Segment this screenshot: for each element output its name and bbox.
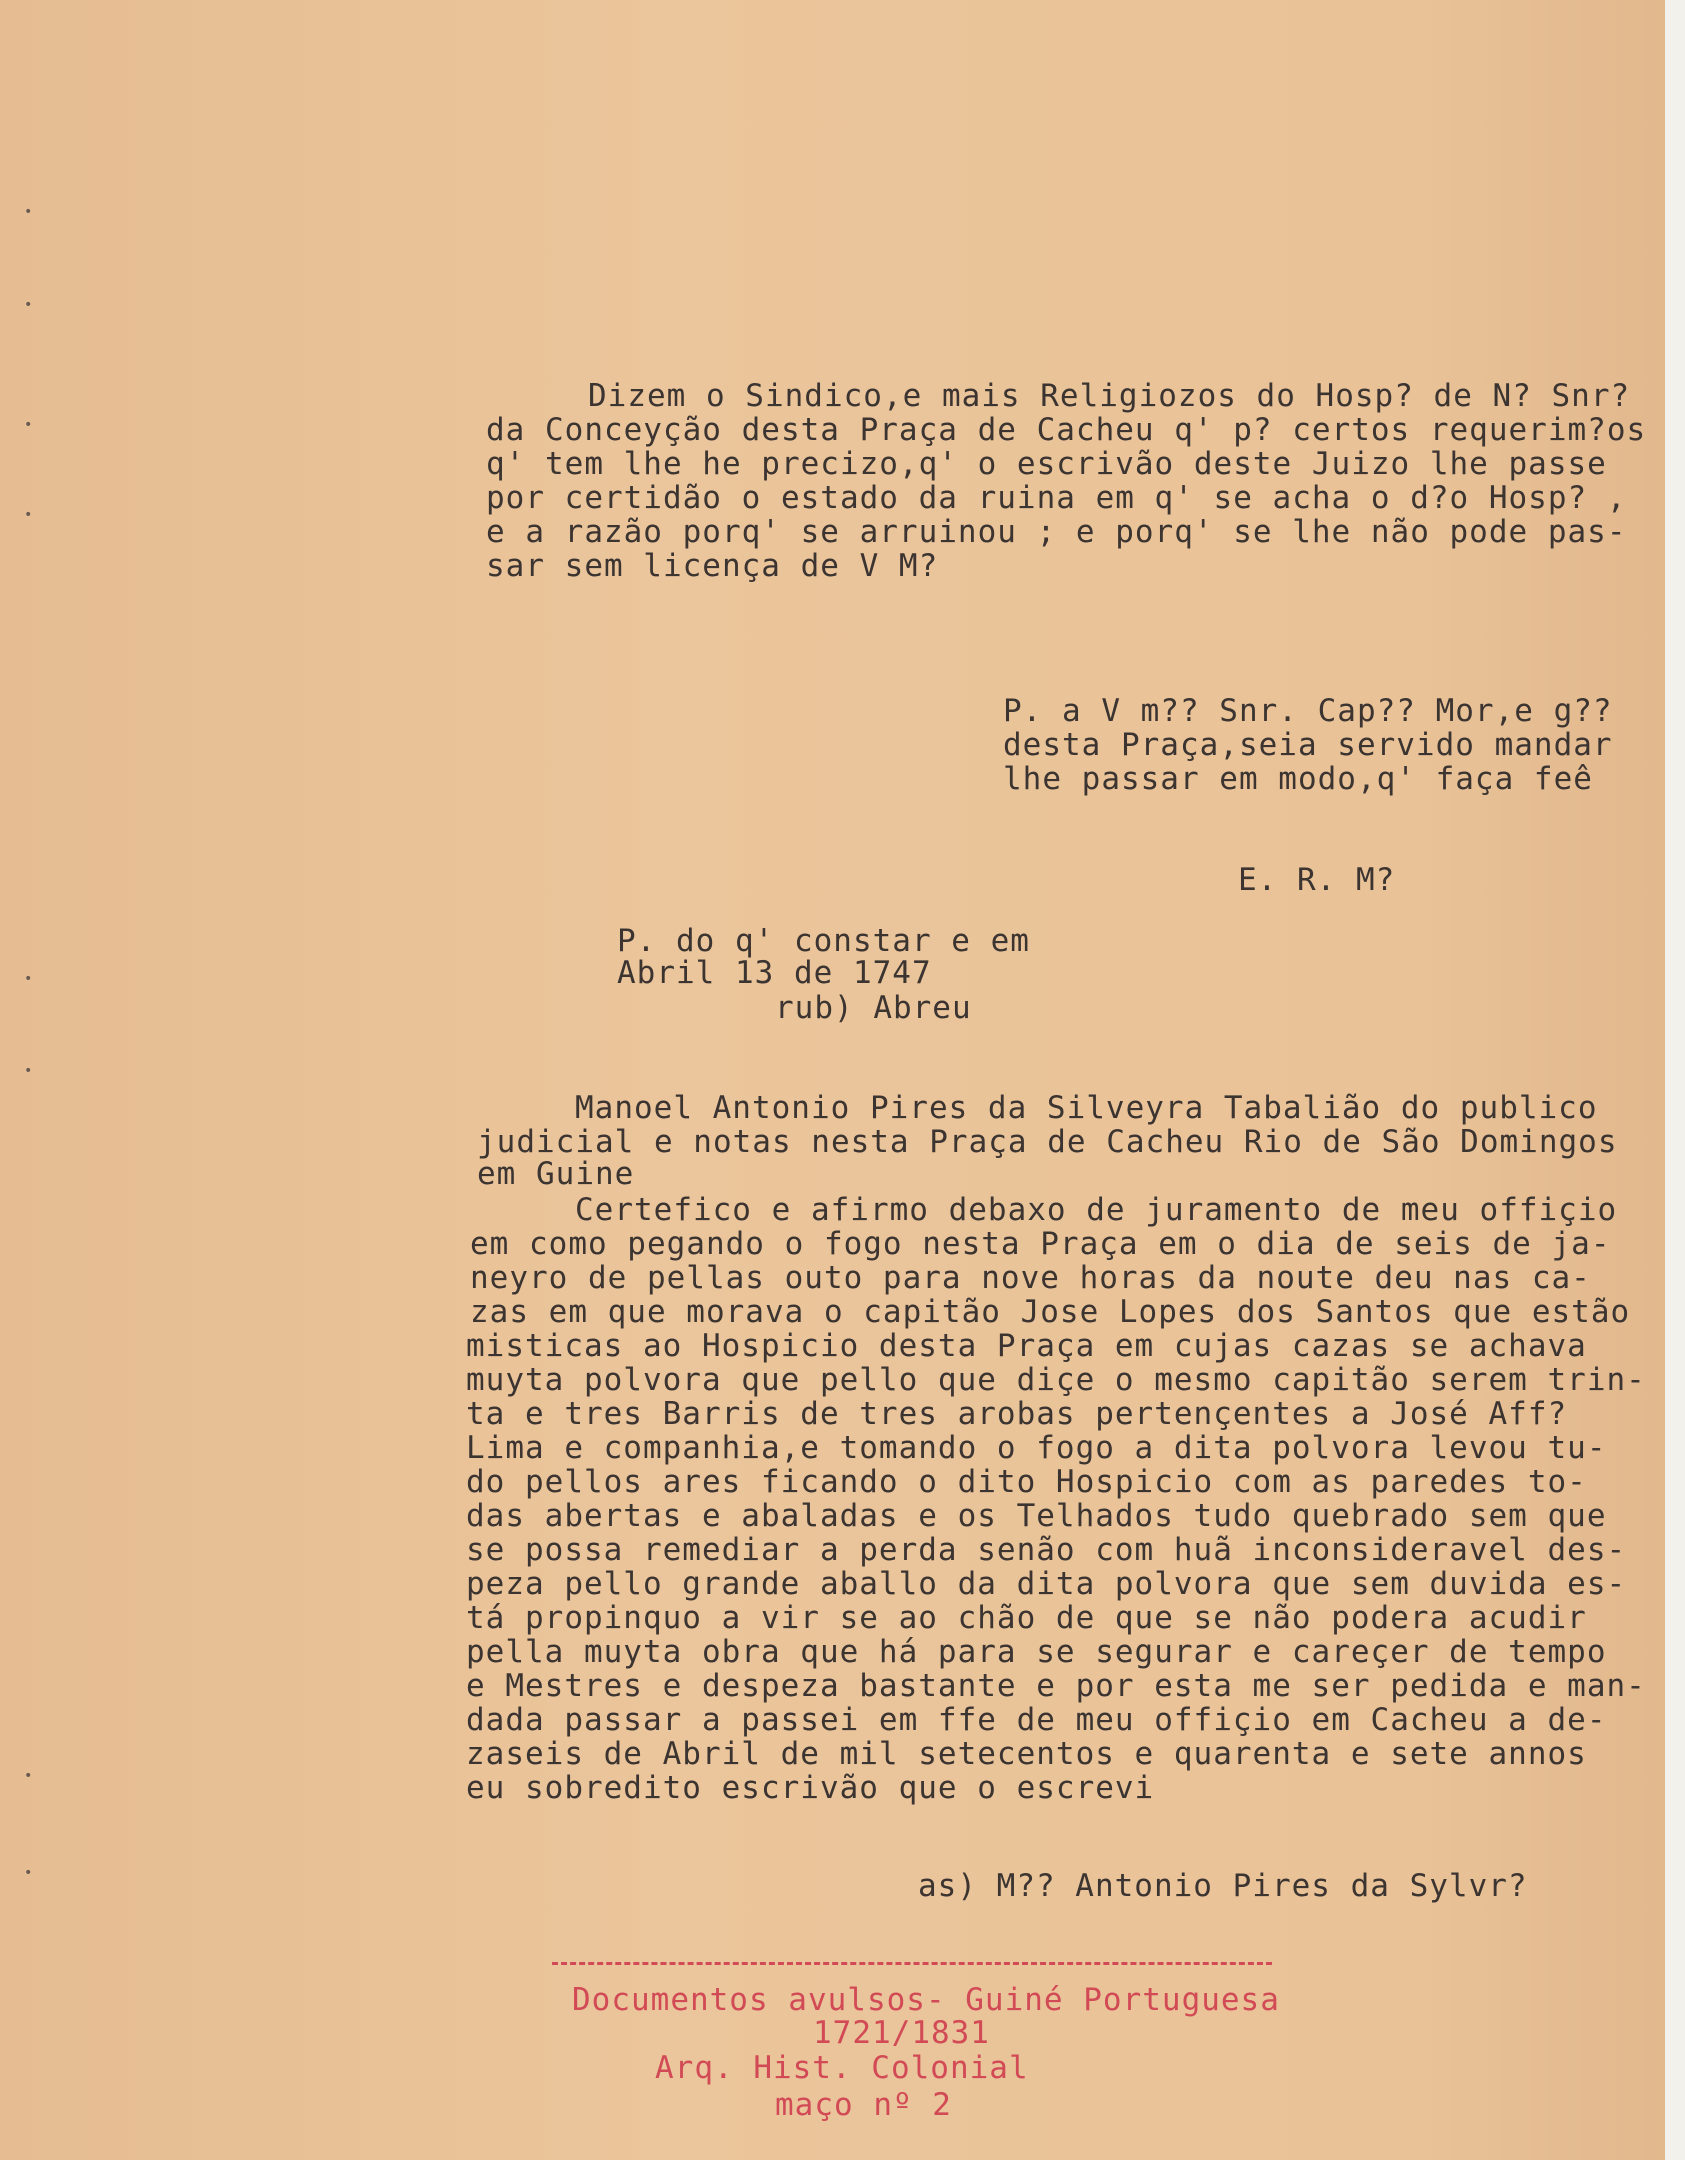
- petition-line: sar sem licença de V M?: [486, 548, 939, 584]
- punch-mark: •: [24, 417, 33, 433]
- certificate-line: se possa remediar a perda senão com huã inconsideravel des-: [466, 1532, 1627, 1568]
- archive-bundle: maço nº 2: [775, 2087, 952, 2123]
- certificate-line: do pellos ares ficando o dito Hospicio com as paredes to-: [466, 1464, 1587, 1500]
- page-edge: [1665, 0, 1685, 2160]
- petition-line: Dizem o Sindico,e mais Religiozos do Hosp? de N? Snr?: [588, 378, 1631, 414]
- notary-signature: as) M?? Antonio Pires da Sylvr?: [918, 1868, 1528, 1904]
- request-line: desta Praça,seia servido mandar: [1003, 727, 1613, 763]
- certificate-line: zas em que morava o capitão Jose Lopes dos Santos que estão: [470, 1294, 1631, 1330]
- certificate-line: em como pegando o fogo nesta Praça em o dia de seis de ja-: [470, 1226, 1611, 1262]
- punch-mark: •: [24, 297, 33, 313]
- punch-mark: •: [24, 1768, 33, 1784]
- punch-mark: •: [24, 1865, 33, 1881]
- archive-name: Arq. Hist. Colonial: [655, 2050, 1029, 2086]
- punch-mark: •: [24, 204, 33, 220]
- certificate-line: dada passar a passei em ffe de meu offiçio em Cacheu a de-: [466, 1702, 1607, 1738]
- certificate-line: Manoel Antonio Pires da Silveyra Tabalião do publico: [575, 1090, 1598, 1126]
- request-line: lhe passar em modo,q' faça feê: [1003, 761, 1593, 797]
- petition-line: e a razão porq' se arruinou ; e porq' se lhe não pode pas-: [486, 514, 1627, 550]
- certificate-line: pella muyta obra que há para se segurar e careçer de tempo: [466, 1634, 1607, 1670]
- petition-line: por certidão o estado da ruina em q' se acha o d?o Hosp? ,: [486, 480, 1627, 516]
- certificate-line: tá propinquo a vir se ao chão de que se não podera acudir: [466, 1600, 1587, 1636]
- dispatch-line: Abril 13 de 1747: [617, 955, 932, 991]
- certificate-line: zaseis de Abril de mil setecentos e quarenta e sete annos: [466, 1736, 1587, 1772]
- certificate-line: e Mestres e despeza bastante e por esta me ser pedida e man-: [466, 1668, 1646, 1704]
- certificate-line: eu sobredito escrivão que o escrevi: [466, 1770, 1155, 1806]
- dispatch-line: rub) Abreu: [775, 990, 972, 1026]
- certificate-line: peza pello grande aballo da dita polvora que sem duvida es-: [466, 1566, 1627, 1602]
- certificate-line: Lima e companhia,e tomando o fogo a dita polvora levou tu-: [466, 1430, 1607, 1466]
- certificate-line: das abertas e abaladas e os Telhados tudo quebrado sem que: [466, 1498, 1607, 1534]
- dispatch-line: P. do q' constar e em: [617, 923, 1030, 959]
- certificate-line: em Guine: [477, 1156, 635, 1192]
- certificate-line: ta e tres Barris de tres arobas pertençentes a José Aff?: [466, 1396, 1568, 1432]
- certificate-line: neyro de pellas outo para nove horas da noute deu nas ca-: [470, 1260, 1591, 1296]
- archive-collection: Documentos avulsos- Guiné Portuguesa: [572, 1982, 1280, 2018]
- archive-date-range: 1721/1831: [813, 2015, 990, 2051]
- request-closing: E. R. M?: [1238, 862, 1396, 898]
- certificate-line: misticas ao Hospicio desta Praça em cujas cazas se achava: [466, 1328, 1587, 1364]
- petition-line: q' tem lhe he precizo,q' o escrivão deste Juizo lhe passe: [486, 446, 1607, 482]
- petition-line: da Conceyção desta Praça de Cacheu q' p? certos requerim?os: [486, 412, 1647, 448]
- certificate-line: Certefico e afirmo debaxo de juramento de meu offiçio: [575, 1192, 1618, 1228]
- request-line: P. a V m?? Snr. Cap?? Mor,e g??: [1003, 693, 1613, 729]
- punch-mark: •: [24, 971, 33, 987]
- punch-mark: •: [24, 1063, 33, 1079]
- punch-mark: •: [24, 507, 33, 523]
- certificate-line: judicial e notas nesta Praça de Cacheu Rio de São Domingos: [477, 1124, 1618, 1160]
- stamp-rule: [552, 1962, 1272, 1965]
- certificate-line: muyta polvora que pello que diçe o mesmo capitão serem trin-: [466, 1362, 1646, 1398]
